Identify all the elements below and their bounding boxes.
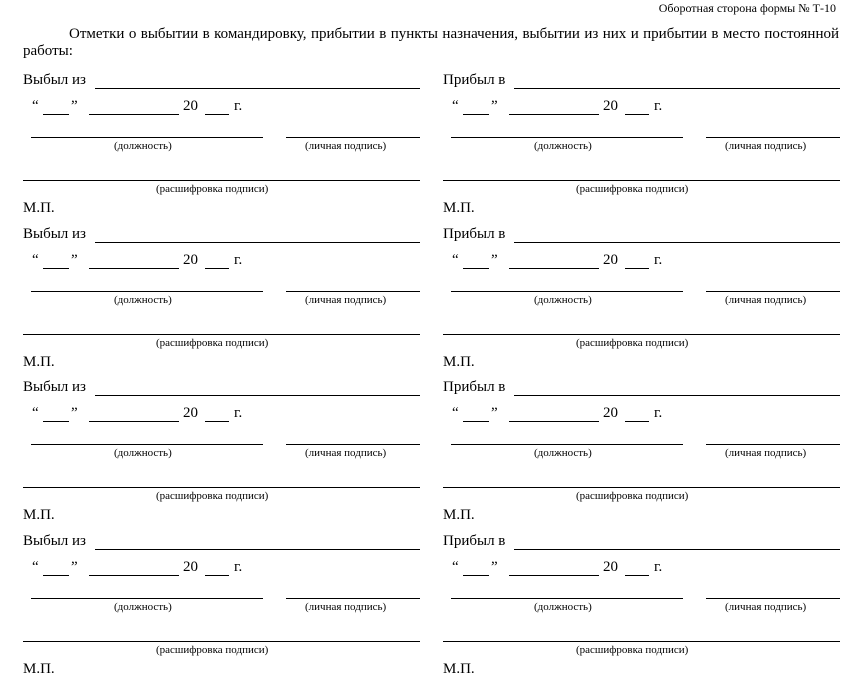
year-prefix: 20 [603, 252, 618, 268]
form-intro-text: Отметки о выбытии в командировку, прибытии в пункты назначения, выбытии из них и прибытии в место постоянной работы: [23, 26, 839, 59]
signature-decoding-field[interactable] [443, 641, 840, 642]
place-field[interactable] [514, 549, 840, 550]
form-reference-note: Оборотная сторона формы № Т-10 [658, 1, 836, 15]
departed-from-label: Выбыл из [23, 379, 86, 395]
position-caption: (должность) [534, 601, 592, 613]
quote-open: “ [32, 559, 39, 575]
quote-close: ” [71, 252, 78, 268]
signature-caption: (личная подпись) [305, 601, 387, 613]
signature-decoding-caption: (расшифровка подписи) [156, 337, 269, 349]
quote-open: “ [452, 98, 459, 114]
year-prefix: 20 [603, 405, 618, 421]
signature-field[interactable] [286, 444, 420, 445]
stamp-place-label: М.П. [23, 661, 55, 677]
stamp-place-label: М.П. [443, 200, 475, 216]
day-field[interactable] [43, 114, 69, 115]
year-field[interactable] [625, 421, 649, 422]
position-caption: (должность) [114, 294, 172, 306]
month-field[interactable] [509, 421, 599, 422]
position-field[interactable] [31, 137, 263, 138]
stamp-place-label: М.П. [23, 507, 55, 523]
departed-from-label: Выбыл из [23, 533, 86, 549]
signature-decoding-field[interactable] [23, 641, 420, 642]
year-prefix: 20 [183, 252, 198, 268]
departed-from-label: Выбыл из [23, 226, 86, 242]
position-caption: (должность) [114, 601, 172, 613]
signature-decoding-caption: (расшифровка подписи) [156, 644, 269, 656]
day-field[interactable] [463, 421, 489, 422]
year-suffix: г. [234, 98, 243, 114]
year-field[interactable] [205, 575, 229, 576]
day-field[interactable] [43, 268, 69, 269]
place-field[interactable] [95, 395, 420, 396]
day-field[interactable] [463, 268, 489, 269]
signature-field[interactable] [706, 444, 840, 445]
signature-decoding-caption: (расшифровка подписи) [576, 183, 689, 195]
signature-field[interactable] [286, 291, 420, 292]
signature-caption: (личная подпись) [725, 294, 807, 306]
place-field[interactable] [95, 549, 420, 550]
signature-decoding-caption: (расшифровка подписи) [156, 490, 269, 502]
quote-open: “ [32, 252, 39, 268]
signature-decoding-field[interactable] [23, 487, 420, 488]
position-field[interactable] [451, 137, 683, 138]
year-field[interactable] [205, 114, 229, 115]
place-field[interactable] [514, 395, 840, 396]
position-caption: (должность) [534, 294, 592, 306]
signature-field[interactable] [706, 137, 840, 138]
year-prefix: 20 [183, 405, 198, 421]
stamp-place-label: М.П. [443, 354, 475, 370]
signature-decoding-caption: (расшифровка подписи) [576, 490, 689, 502]
month-field[interactable] [89, 421, 179, 422]
stamp-place-label: М.П. [443, 661, 475, 677]
year-field[interactable] [625, 575, 649, 576]
signature-field[interactable] [286, 137, 420, 138]
position-field[interactable] [31, 291, 263, 292]
year-prefix: 20 [183, 98, 198, 114]
departed-from-label: Выбыл из [23, 72, 86, 88]
quote-close: ” [71, 98, 78, 114]
year-prefix: 20 [603, 559, 618, 575]
signature-caption: (личная подпись) [305, 447, 387, 459]
quote-close: ” [491, 252, 498, 268]
year-field[interactable] [625, 114, 649, 115]
position-caption: (должность) [114, 140, 172, 152]
signature-decoding-field[interactable] [443, 334, 840, 335]
quote-close: ” [71, 559, 78, 575]
quote-close: ” [491, 559, 498, 575]
signature-decoding-field[interactable] [23, 180, 420, 181]
quote-open: “ [452, 405, 459, 421]
month-field[interactable] [89, 268, 179, 269]
arrived-at-label: Прибыл в [443, 533, 506, 549]
year-suffix: г. [234, 559, 243, 575]
year-suffix: г. [654, 559, 663, 575]
quote-close: ” [71, 405, 78, 421]
year-prefix: 20 [183, 559, 198, 575]
signature-caption: (личная подпись) [725, 601, 807, 613]
place-field[interactable] [514, 242, 840, 243]
month-field[interactable] [509, 575, 599, 576]
place-field[interactable] [514, 88, 840, 89]
year-suffix: г. [654, 98, 663, 114]
quote-open: “ [452, 559, 459, 575]
signature-field[interactable] [706, 598, 840, 599]
signature-decoding-field[interactable] [443, 180, 840, 181]
day-field[interactable] [463, 114, 489, 115]
year-field[interactable] [205, 421, 229, 422]
year-field[interactable] [625, 268, 649, 269]
day-field[interactable] [43, 575, 69, 576]
year-suffix: г. [654, 405, 663, 421]
signature-caption: (личная подпись) [725, 447, 807, 459]
place-field[interactable] [95, 242, 420, 243]
signature-field[interactable] [286, 598, 420, 599]
position-field[interactable] [451, 444, 683, 445]
quote-close: ” [491, 98, 498, 114]
position-caption: (должность) [534, 447, 592, 459]
position-field[interactable] [451, 291, 683, 292]
position-field[interactable] [31, 444, 263, 445]
quote-open: “ [452, 252, 459, 268]
position-field[interactable] [31, 598, 263, 599]
quote-close: ” [491, 405, 498, 421]
arrived-at-label: Прибыл в [443, 379, 506, 395]
year-suffix: г. [234, 252, 243, 268]
arrived-at-label: Прибыл в [443, 226, 506, 242]
signature-caption: (личная подпись) [305, 294, 387, 306]
signature-caption: (личная подпись) [305, 140, 387, 152]
signature-decoding-caption: (расшифровка подписи) [576, 337, 689, 349]
signature-decoding-field[interactable] [443, 487, 840, 488]
year-field[interactable] [205, 268, 229, 269]
day-field[interactable] [43, 421, 69, 422]
place-field[interactable] [95, 88, 420, 89]
signature-field[interactable] [706, 291, 840, 292]
signature-decoding-field[interactable] [23, 334, 420, 335]
signature-decoding-caption: (расшифровка подписи) [576, 644, 689, 656]
position-caption: (должность) [534, 140, 592, 152]
day-field[interactable] [463, 575, 489, 576]
year-prefix: 20 [603, 98, 618, 114]
month-field[interactable] [89, 575, 179, 576]
position-caption: (должность) [114, 447, 172, 459]
year-suffix: г. [654, 252, 663, 268]
month-field[interactable] [509, 114, 599, 115]
arrived-at-label: Прибыл в [443, 72, 506, 88]
stamp-place-label: М.П. [23, 354, 55, 370]
month-field[interactable] [509, 268, 599, 269]
signature-caption: (личная подпись) [725, 140, 807, 152]
month-field[interactable] [89, 114, 179, 115]
quote-open: “ [32, 98, 39, 114]
quote-open: “ [32, 405, 39, 421]
year-suffix: г. [234, 405, 243, 421]
stamp-place-label: М.П. [23, 200, 55, 216]
stamp-place-label: М.П. [443, 507, 475, 523]
position-field[interactable] [451, 598, 683, 599]
signature-decoding-caption: (расшифровка подписи) [156, 183, 269, 195]
